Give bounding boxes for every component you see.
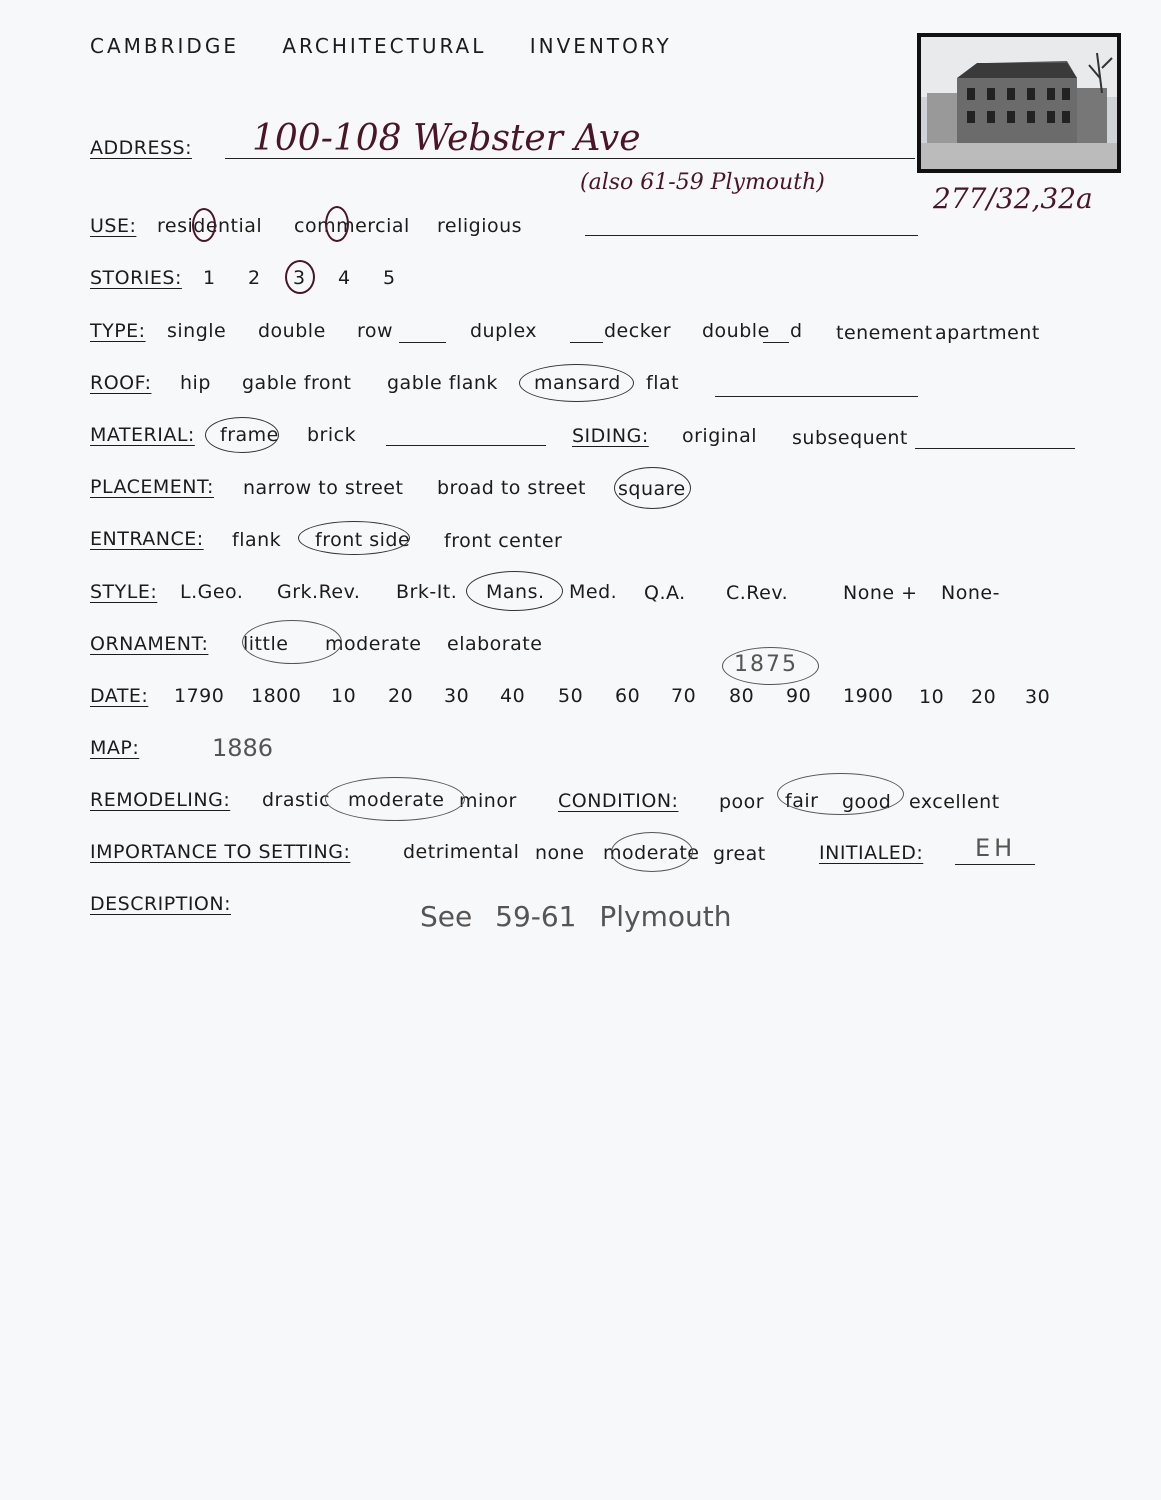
condition-excellent: excellent bbox=[909, 791, 1000, 813]
date-1810: 10 bbox=[331, 685, 357, 707]
siding-other-line bbox=[915, 448, 1075, 449]
parcel-number: 277/32,32a bbox=[933, 182, 1093, 215]
date-1900: 1900 bbox=[843, 685, 894, 707]
condition-poor: poor bbox=[719, 791, 765, 813]
stories-label: STORIES: bbox=[90, 267, 182, 289]
type-double: double bbox=[258, 320, 326, 342]
style-none-minus: None- bbox=[941, 582, 1000, 604]
type-apartment: apartment bbox=[935, 322, 1040, 344]
entrance-front-side: front side bbox=[315, 529, 411, 551]
material-label: MATERIAL: bbox=[90, 424, 195, 446]
map-label: MAP: bbox=[90, 737, 140, 759]
material-frame-mark bbox=[205, 417, 279, 453]
address-value: 100-108 Webster Ave bbox=[252, 118, 641, 159]
date-annotation-mark bbox=[722, 647, 819, 685]
importance-detrimental: detrimental bbox=[403, 841, 520, 863]
importance-great: great bbox=[713, 843, 766, 865]
importance-moderate-mark bbox=[611, 832, 693, 872]
roof-gable-front: gable front bbox=[242, 372, 352, 394]
ornament-elaborate: elaborate bbox=[447, 633, 543, 655]
type-single: single bbox=[167, 320, 227, 342]
style-brkit: Brk-It. bbox=[396, 581, 458, 603]
map-value: 1886 bbox=[212, 734, 274, 762]
description-value: See 59-61 Plymouth bbox=[420, 900, 732, 933]
date-1800: 1800 bbox=[251, 685, 302, 707]
ornament-little-mark bbox=[242, 620, 342, 664]
stories-5: 5 bbox=[383, 267, 396, 289]
use-residential: residential bbox=[157, 215, 263, 237]
roof-flat: flat bbox=[646, 372, 680, 394]
address-label: ADDRESS: bbox=[90, 137, 192, 159]
stories-1: 1 bbox=[203, 267, 216, 289]
date-label: DATE: bbox=[90, 685, 149, 707]
roof-mansard: mansard bbox=[534, 372, 621, 394]
roof-mansard-mark bbox=[519, 364, 634, 402]
placement-narrow: narrow to street bbox=[243, 477, 404, 499]
date-1860: 60 bbox=[615, 685, 641, 707]
style-qa: Q.A. bbox=[644, 582, 686, 604]
date-1870: 70 bbox=[671, 685, 697, 707]
style-label: STYLE: bbox=[90, 581, 158, 603]
remodeling-moderate: moderate bbox=[348, 789, 445, 811]
header-word-3: INVENTORY bbox=[529, 34, 672, 58]
remodeling-moderate-mark bbox=[325, 777, 465, 821]
material-other-line bbox=[386, 445, 546, 446]
condition-fair-good-mark bbox=[777, 773, 904, 815]
placement-broad: broad to street bbox=[437, 477, 587, 499]
style-mans: Mans. bbox=[486, 581, 545, 603]
stories-4: 4 bbox=[338, 267, 351, 289]
importance-moderate: moderate bbox=[603, 842, 700, 864]
date-1840: 40 bbox=[500, 685, 526, 707]
type-label: TYPE: bbox=[90, 320, 146, 342]
type-row: row bbox=[357, 320, 394, 342]
date-1790: 1790 bbox=[174, 685, 225, 707]
style-none-plus: None + bbox=[843, 582, 918, 604]
siding-original: original bbox=[682, 425, 758, 447]
roof-other-line bbox=[715, 396, 918, 397]
date-1890: 90 bbox=[786, 685, 812, 707]
ornament-label: ORNAMENT: bbox=[90, 633, 209, 655]
material-brick: brick bbox=[307, 424, 357, 446]
address-also: (also 61-59 Plymouth) bbox=[580, 170, 825, 195]
ornament-little: little bbox=[243, 633, 289, 655]
remodeling-label: REMODELING: bbox=[90, 789, 231, 811]
roof-hip: hip bbox=[180, 372, 211, 394]
entrance-front-center: front center bbox=[444, 530, 563, 552]
stories-3: 3 bbox=[293, 267, 306, 289]
importance-label: IMPORTANCE TO SETTING: bbox=[90, 841, 351, 863]
type-decker-line bbox=[570, 342, 603, 343]
importance-none: none bbox=[535, 842, 585, 864]
placement-square-mark bbox=[614, 467, 691, 509]
use-other-line bbox=[585, 235, 918, 236]
header-word-1: CAMBRIDGE bbox=[90, 34, 239, 58]
type-decker: decker bbox=[604, 320, 672, 342]
style-mans-mark bbox=[466, 571, 563, 611]
date-1830: 30 bbox=[444, 685, 470, 707]
stories-2: 2 bbox=[248, 267, 261, 289]
placement-label: PLACEMENT: bbox=[90, 476, 214, 498]
type-duplex: duplex bbox=[470, 320, 538, 342]
use-residential-mark bbox=[192, 208, 216, 242]
style-lgeo: L.Geo. bbox=[180, 581, 244, 603]
use-religious: religious bbox=[437, 215, 523, 237]
date-annotation: 1875 bbox=[734, 652, 798, 677]
placement-square: square bbox=[618, 478, 686, 500]
use-label: USE: bbox=[90, 215, 137, 237]
style-med: Med. bbox=[569, 581, 618, 603]
date-1920: 20 bbox=[971, 686, 997, 708]
date-1880: 80 bbox=[729, 685, 755, 707]
stories-3-mark bbox=[285, 260, 315, 294]
building-photo bbox=[917, 33, 1121, 173]
entrance-label: ENTRANCE: bbox=[90, 528, 204, 550]
condition-good: good bbox=[842, 791, 892, 813]
date-1820: 20 bbox=[388, 685, 414, 707]
type-tenement: tenement bbox=[836, 322, 933, 344]
type-double-d: double bbox=[702, 320, 770, 342]
style-grkrev: Grk.Rev. bbox=[277, 581, 361, 603]
condition-label: CONDITION: bbox=[558, 790, 679, 812]
remodeling-drastic: drastic bbox=[262, 789, 331, 811]
roof-gable-flank: gable flank bbox=[387, 372, 498, 394]
type-d: d bbox=[790, 320, 803, 342]
use-commercial: commercial bbox=[294, 215, 410, 237]
header-word-2: ARCHITECTURAL bbox=[282, 34, 487, 58]
initialed-line bbox=[955, 864, 1035, 865]
ornament-moderate: moderate bbox=[325, 633, 422, 655]
type-row-line bbox=[399, 342, 446, 343]
use-commercial-mark bbox=[325, 206, 349, 242]
entrance-front-side-mark bbox=[298, 521, 410, 555]
remodeling-minor: minor bbox=[459, 790, 517, 812]
date-1930: 30 bbox=[1025, 686, 1051, 708]
material-frame: frame bbox=[220, 424, 279, 446]
siding-subsequent: subsequent bbox=[792, 427, 908, 449]
initialed-value: EH bbox=[975, 834, 1017, 862]
type-double-d-line bbox=[763, 342, 789, 343]
siding-label: SIDING: bbox=[572, 425, 649, 447]
entrance-flank: flank bbox=[232, 529, 282, 551]
roof-label: ROOF: bbox=[90, 372, 152, 394]
condition-fair: fair bbox=[785, 790, 819, 812]
description-label: DESCRIPTION: bbox=[90, 893, 232, 915]
date-1910: 10 bbox=[919, 686, 945, 708]
style-crev: C.Rev. bbox=[726, 582, 789, 604]
initialed-label: INITIALED: bbox=[819, 842, 924, 864]
form-title bbox=[90, 34, 706, 58]
date-1850: 50 bbox=[558, 685, 584, 707]
